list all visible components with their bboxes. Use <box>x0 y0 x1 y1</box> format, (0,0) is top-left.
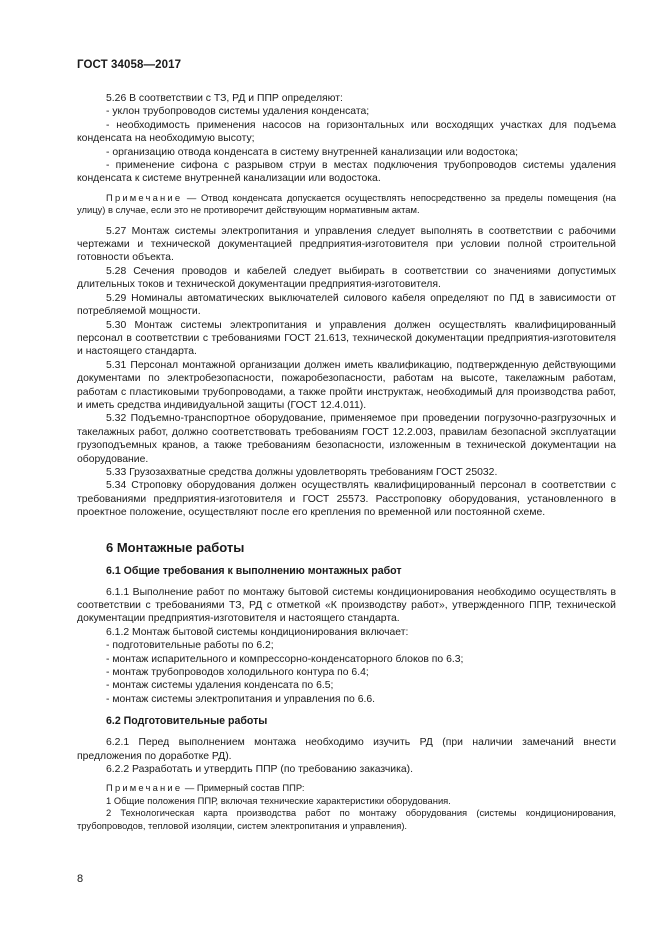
paragraph-6-2-2: 6.2.2 Разработать и утвердить ППР (по требованию заказчика). <box>106 764 413 776</box>
note-text: — Примерный состав ППР: <box>182 782 305 794</box>
document-header: ГОСТ 34058—2017 <box>77 59 182 71</box>
page-number: 8 <box>77 873 84 885</box>
list-item: - применение сифона с разрывом струи в местах подключения трубопроводов системы удаления конденсата к системе внутренней канализации или водостока. <box>77 160 616 185</box>
note-label: Примечание <box>106 782 183 794</box>
paragraph-6-2-1: 6.2.1 Перед выполнением монтажа необходимо изучить РД (при наличии замечаний внести предложения по доработке РД). <box>77 737 616 762</box>
paragraph-6-1-2: 6.1.2 Монтаж бытовой системы кондиционирования включает: <box>106 626 409 638</box>
note-item: 2 Технологическая карта производства работ по монтажу оборудования (системы кондиционирования, трубопроводов, тепловой изоляции, систем электропитания и управления). <box>77 807 616 831</box>
note-ppr <box>77 782 616 794</box>
list-item: - монтаж испарительного и компрессорно-конденсаторного блоков по 6.3; <box>106 653 464 665</box>
list-item: - необходимость применения насосов на горизонтальных или восходящих участках для подъема конденсата на необходимую высоту; <box>77 119 616 145</box>
subsection-title-6-1: 6.1 Общие требования к выполнению монтажных работ <box>106 564 402 577</box>
list-item: - монтаж трубопроводов холодильного контура по 6.4; <box>106 667 369 679</box>
list-item: - монтаж системы удаления конденсата по 6.5; <box>106 680 334 692</box>
paragraph-5-31: 5.31 Персонал монтажной организации должен иметь квалификацию, подтвержденную действующими документами по электробезопасности, пожаробезопасности, работам на высоте, такелажным работам, работам с пластиковыми трубопроводами, а также пройти инструктаж, необходимый для производства работ, и иметь средства индивидуальной защиты (ГОСТ 12.4.011). <box>77 359 616 411</box>
page-content <box>77 92 616 832</box>
note-condensate <box>77 192 616 217</box>
list-item: - уклон трубопроводов системы удаления конденсата; <box>106 106 370 118</box>
list-item: - организацию отвода конденсата в систему внутренней канализации или водостока; <box>106 146 518 158</box>
paragraph-6-1-1: 6.1.1 Выполнение работ по монтажу бытовой системы кондиционирования необходимо осуществлять в соответствии с требованиями ТЗ, РД с отметкой «К производству работ», утвержденного ППР, технической документации предприятия-изготовителя и настоящего стандарта. <box>77 586 616 625</box>
note-text: — Отвод конденсата допускается осуществлять непосредственно за пределы помещения (на улицу) в случае, если это не противоречит действующим нормативным актам. <box>77 191 616 216</box>
paragraph-5-27: 5.27 Монтаж системы электропитания и управления следует выполнять в соответствии с рабочими чертежами и технической документацией предприятия-изготовителя при условии полной строительной готовности объекта. <box>77 225 616 264</box>
section-title-6: 6 Монтажные работы <box>106 539 245 555</box>
paragraph-5-29: 5.29 Номиналы автоматических выключателей силового кабеля определяют по ПД в зависимости от потребляемой мощности. <box>77 292 616 318</box>
subsection-title-6-2: 6.2 Подготовительные работы <box>106 715 268 728</box>
paragraph-5-33: 5.33 Грузозахватные средства должны удовлетворять требованиям ГОСТ 25032. <box>106 466 498 478</box>
paragraph-5-28: 5.28 Сечения проводов и кабелей следует выбирать в соответствии со значениями допустимых длительных токов и технической документации предприятия-изготовителя. <box>77 265 616 291</box>
paragraph-5-26: 5.26 В соответствии с ТЗ, РД и ППР определяют: <box>106 93 343 104</box>
note-item: 1 Общие положения ППР, включая технические характеристики оборудования. <box>106 794 451 806</box>
paragraph-5-30: 5.30 Монтаж системы электропитания и управления должен осуществлять квалифицированный персонал в соответствии с требованиями ГОСТ 21.613, технической документации предприятия-изготовителя и настоящего стандарта. <box>77 319 616 358</box>
list-item: - монтаж системы электропитания и управления по 6.6. <box>106 693 376 705</box>
note-label: Примечание <box>106 191 183 203</box>
paragraph-5-34: 5.34 Строповку оборудования должен осуществлять квалифицированный персонал в соответствии с требованиями предприятия-изготовителя и ГОСТ 25573. Расстроповку оборудования, установленного в проектное положение, осуществляют после его крепления по временной или постоянной схеме. <box>77 480 616 519</box>
paragraph-5-32: 5.32 Подъемно-транспортное оборудование, применяемое при проведении погрузочно-разгрузочных и такелажных работ, должно соответствовать требованиям ГОСТ 12.2.003, правилам безопасной эксплуатации грузоподъемных кранов, а также требованиям безопасности, изложенным в технической документации на оборудование. <box>77 413 616 465</box>
list-item: - подготовительные работы по 6.2; <box>106 640 274 652</box>
